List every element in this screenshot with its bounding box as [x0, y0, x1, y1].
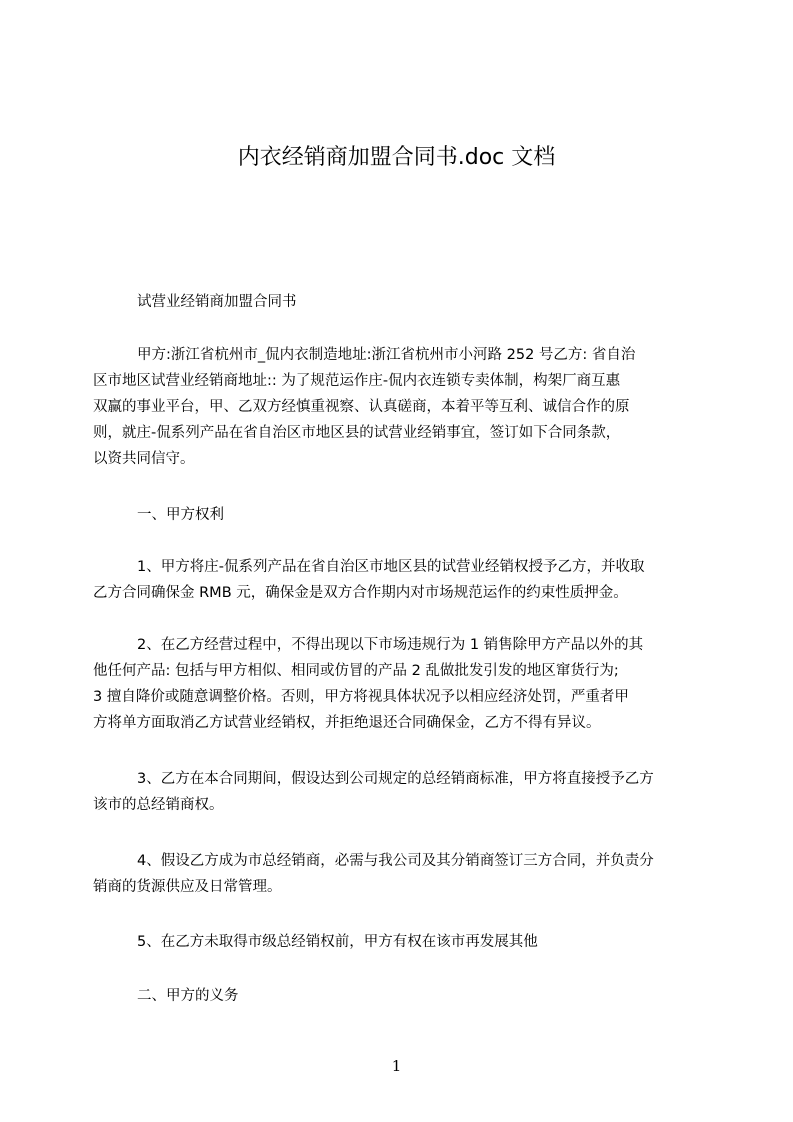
clause-4 — [93, 848, 715, 900]
clause-line: 销商的货源供应及日常管理。 — [93, 879, 282, 895]
intro-line: 甲方:浙江省杭州市_侃内衣制造地址:浙江省杭州市小河路 252 号乙方: 省自治 — [137, 347, 636, 363]
clause-2 — [93, 632, 715, 736]
intro-line: 以资共同信守。 — [93, 451, 195, 467]
clause-line: 他任何产品: 包括与甲方相似、相同或仿冒的产品 2 乱做批发引发的地区窜货行为; — [93, 663, 619, 679]
clause-line: 3、乙方在本合同期间，假设达到公司规定的总经销商标准，甲方将直接授予乙方 — [137, 771, 654, 787]
clause-1 — [93, 554, 715, 606]
clause-5: 5、在乙方未取得市级总经销权前，甲方有权在该市再发展其他 — [137, 934, 538, 950]
section-heading-party-a-obligations: 二、甲方的义务 — [137, 988, 239, 1004]
clause-line: 乙方合同确保金 RMB 元，确保金是双方合作期内对市场规范运作的约束性质押金。 — [93, 585, 628, 601]
clause-line: 4、假设乙方成为市总经销商，必需与我公司及其分销商签订三方合同，并负责分 — [137, 853, 654, 869]
clause-line: 方将单方面取消乙方试营业经销权，并拒绝退还合同确保金，乙方不得有异议。 — [93, 715, 601, 731]
clause-line: 3 擅自降价或随意调整价格。否则，甲方将视具体状况予以相应经济处罚，严重者甲 — [93, 689, 629, 705]
clause-line: 2、在乙方经营过程中，不得出现以下市场违规行为 1 销售除甲方产品以外的其 — [137, 637, 644, 653]
page-number: 1 — [391, 1057, 402, 1075]
intro-line: 则，就庄-侃系列产品在省自治区市地区县的试营业经销事宜，签订如下合同条款， — [93, 425, 621, 441]
contract-subtitle: 试营业经销商加盟合同书 — [137, 294, 297, 310]
intro-line: 区市地区试营业经销商地址:: 为了规范运作庄-侃内衣连锁专卖体制，构架厂商互惠 — [93, 373, 621, 389]
clause-3 — [93, 766, 715, 818]
intro-paragraph — [93, 342, 715, 472]
clause-line: 1、甲方将庄-侃系列产品在省自治区市地区县的试营业经销权授予乙方，并收取 — [137, 559, 645, 575]
document-title: 内衣经销商加盟合同书.doc 文档 — [237, 145, 556, 170]
clause-line: 该市的总经销商权。 — [93, 797, 224, 813]
intro-line: 双赢的事业平台，甲、乙双方经慎重视察、认真磋商，本着平等互利、诚信合作的原 — [93, 399, 630, 415]
section-heading-party-a-rights: 一、甲方权利 — [137, 507, 224, 523]
